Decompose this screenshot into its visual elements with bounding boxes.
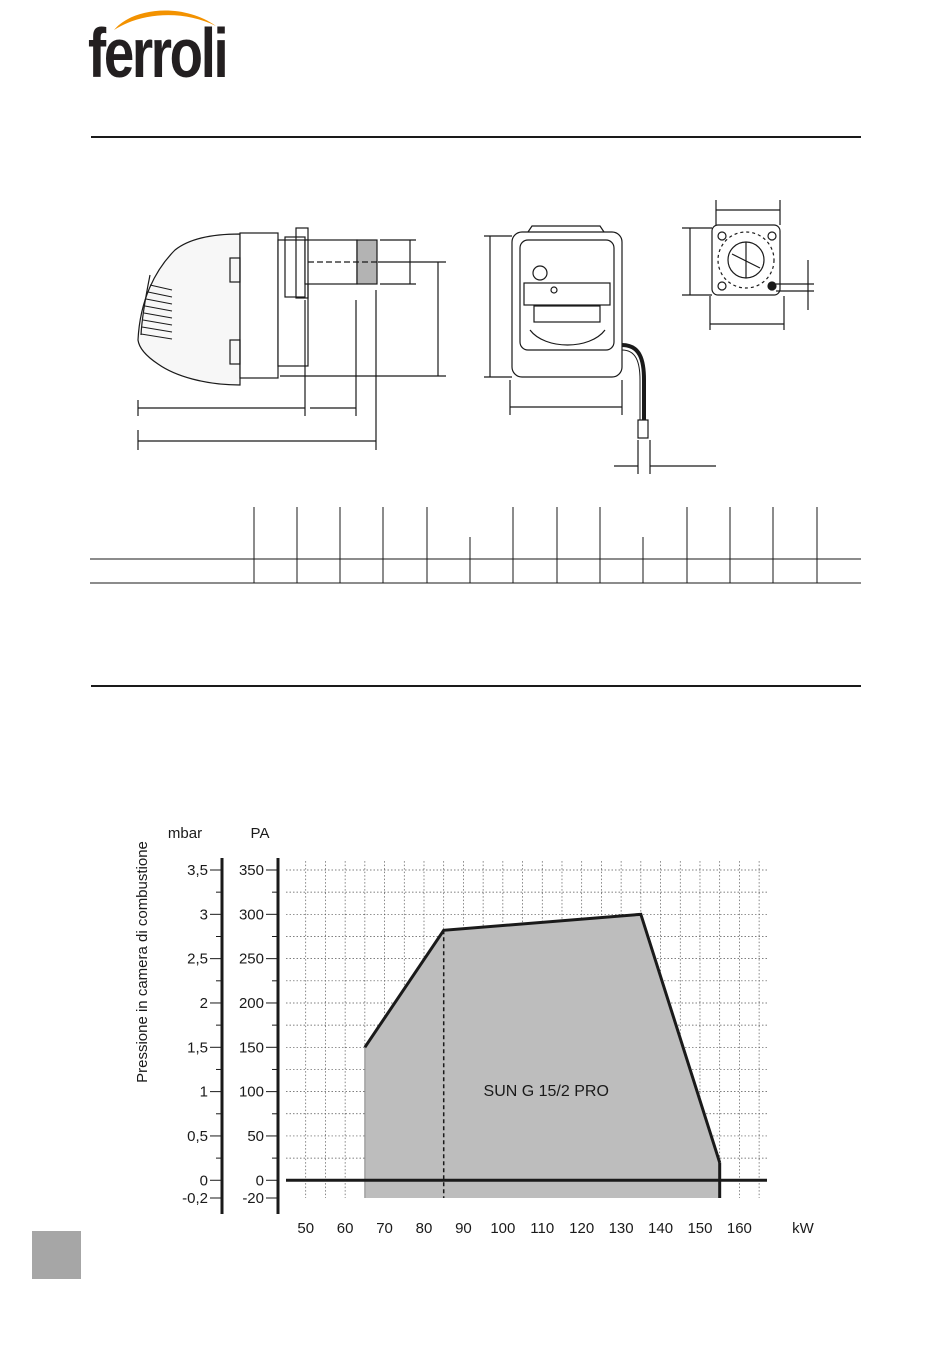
burner-dimension-drawing [130,195,830,480]
header-rule [91,136,861,138]
y-tick-label-mbar: -0,2 [182,1190,208,1207]
y-tick-label-mbar: 2,5 [187,950,208,968]
y-tick-label-pa: 200 [238,994,264,1012]
x-tick-label: 100 [490,1220,516,1237]
y-tick-label-mbar: 1,5 [187,1039,208,1057]
y-tick-label-pa: 0 [255,1172,264,1190]
x-tick-label: 130 [608,1220,634,1237]
y-tick-label-mbar: 0,5 [187,1127,208,1145]
y-axis-title: Pressione in camera di combustione [134,841,151,1083]
y-unit-mbar: mbar [167,825,203,842]
x-tick-label: 160 [726,1220,752,1237]
y-tick-label-mbar: 3 [199,906,208,924]
x-tick-label: 60 [336,1220,354,1237]
x-tick-label: 110 [530,1220,555,1237]
operating-area-fill [365,914,720,1198]
x-tick-label: 90 [455,1220,472,1237]
x-tick-label: 140 [648,1220,674,1237]
dimensions-table [90,505,862,587]
x-tick-label: 80 [415,1220,433,1237]
y-tick-label-pa: -20 [242,1190,264,1207]
x-tick-label: 50 [297,1220,315,1237]
x-axis-unit: kW [792,1220,814,1237]
y-tick-label-pa: 300 [238,906,264,924]
y-tick-label-pa: 250 [238,950,264,968]
y-tick-label-mbar: 1 [199,1083,208,1101]
x-tick-label: 150 [687,1220,713,1237]
y-tick-label-pa: 50 [247,1127,264,1145]
x-tick-label: 120 [569,1220,595,1237]
working-range-chart [120,815,830,1245]
y-tick-label-pa: 100 [238,1083,264,1101]
x-tick-label: 70 [376,1220,393,1237]
brand-logo: ferroli [88,14,227,92]
series-label: SUN G 15/2 PRO [483,1083,609,1101]
y-tick-label-mbar: 3,5 [187,862,208,879]
y-tick-label-mbar: 0 [199,1172,208,1190]
y-tick-label-mbar: 2 [199,994,208,1012]
y-unit-pa: PA [250,825,270,842]
y-tick-label-pa: 150 [238,1039,264,1057]
page-tab-marker [32,1231,81,1279]
y-tick-label-pa: 350 [238,862,264,879]
section-rule [91,685,861,687]
